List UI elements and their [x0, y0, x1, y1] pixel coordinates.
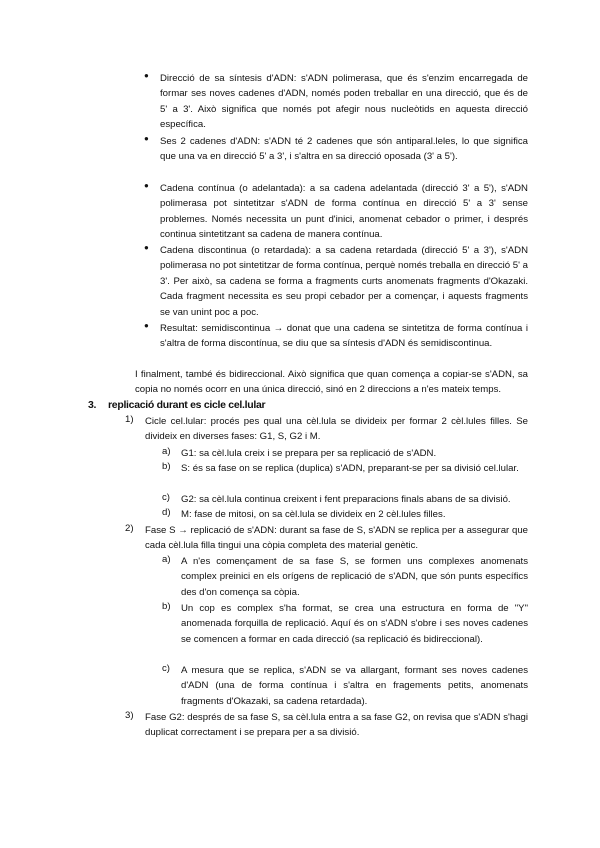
sub-item-letter: b)	[162, 601, 171, 612]
sub-item-letter: b)	[162, 461, 171, 472]
bullet-item	[144, 321, 528, 352]
section-heading	[88, 399, 265, 411]
bullet-item	[144, 243, 528, 320]
bullet-dot: ●	[144, 71, 149, 80]
numbered-item	[125, 414, 528, 445]
section-number: 3.	[88, 399, 97, 411]
numbered-item	[125, 710, 528, 741]
sub-item-text: A n'es començament de sa fase S, se formen uns complexes anomenats complex preinici en els orígens de replicació de s'ADN, que són punts específics des d'on comença sa còpia.	[181, 556, 528, 598]
sub-item-letter: a)	[162, 446, 171, 457]
item-text: Cicle cel.lular: procés pes qual una cèl.lula se divideix per formar 2 cèl.lules filles. Se divideix en diverses fases: G1, S, G2 i M.	[145, 416, 528, 443]
bullet-dot: ●	[144, 181, 149, 190]
sub-item	[162, 663, 528, 709]
sub-item-letter: a)	[162, 554, 171, 565]
sub-item	[162, 601, 528, 647]
sub-item	[162, 461, 528, 476]
sub-item	[162, 446, 528, 461]
sub-item-letter: d)	[162, 507, 171, 518]
item-text: Fase S → replicació de s'ADN: durant sa fase de S, s'ADN se replica per a assegurar que cada cèl.lula filla tingui una còpia completa des material genètic.	[145, 525, 528, 552]
sub-item-letter: c)	[162, 663, 170, 674]
sub-item-text: S: és sa fase on se replica (duplica) s'ADN, preparant-se per sa divisió cel.lular.	[181, 463, 519, 474]
sub-item	[162, 492, 528, 507]
sub-item-text: A mesura que se replica, s'ADN se va allargant, formant ses noves cadenes d'ADN (una de forma contínua i s'altra en fragements petits, anomenats fragments d'Okazaki, sa cadena retardada).	[181, 665, 528, 707]
bullet-item	[144, 134, 528, 165]
item-number: 2)	[125, 523, 134, 534]
bullet-text: Cadena discontinua (o retardada): a sa cadena retardada (direcció 5' a 3'), s'ADN polimerasa no pot sintetitzar de forma contínua, perquè només treballa en direcció 5' a 3'. Per això, sa cadena se forma a fragments curts anomenats fragments d'Okazaki. Cada fragment necessita es seu propi cebador per a començar, i aquests fragments se van unint poc a poc.	[160, 245, 528, 318]
bullet-dot: ●	[144, 134, 149, 143]
sub-item-letter: c)	[162, 492, 170, 503]
item-text: Fase G2: després de sa fase S, sa cèl.lula entra a sa fase G2, on revisa que s'ADN s'hagi duplicat correctament i se prepara per a sa divisió.	[145, 712, 528, 739]
sub-item	[162, 554, 528, 600]
item-number: 1)	[125, 414, 134, 425]
bullet-dot: ●	[144, 321, 149, 330]
bullet-text: Ses 2 cadenes d'ADN: s'ADN té 2 cadenes que són antiparal.leles, lo que significa que una va en direcció 5' a 3', i s'altra en sa direcció oposada (3' a 5').	[160, 136, 528, 163]
bullet-item	[144, 71, 528, 133]
closing-paragraph: I finalment, també és bidireccional. Això significa que quan comença a copiar-se s'ADN, sa copia no només ocorr en una única direcció, sinó en 2 direccions a n'es mateix temps.	[135, 369, 528, 396]
numbered-item	[125, 523, 528, 554]
sub-item	[162, 507, 528, 522]
bullet-item	[144, 181, 528, 243]
bullet-text: Direcció de sa síntesis d'ADN: s'ADN polimerasa, que és s'enzim encarregada de formar ses noves cadenes d'ADN, només poden treballar en una direcció, que és de 5' a 3'. Això significa que només pot afegir nous nucleòtids en aquesta direcció específica.	[160, 73, 528, 131]
item-number: 3)	[125, 710, 134, 721]
bullet-text: Cadena contínua (o adelantada): a sa cadena adelantada (direcció 3' a 5'), s'ADN polimerasa pot sintetitzar s'ADN de forma contínua en direcció 5' a 3' sense problemes. Només necessita un punt d'inici, anomenat cebador o primer, i després continua sintetitzant sa cadena de manera contínua.	[160, 183, 528, 241]
bullet-dot: ●	[144, 243, 149, 252]
section-title: replicació durant es cicle cel.lular	[108, 399, 266, 411]
sub-item-text: M: fase de mitosi, on sa cèl.lula se divideix en 2 cèl.lules filles.	[181, 509, 446, 520]
sub-item-text: G1: sa cèl.lula creix i se prepara per sa replicació de s'ADN.	[181, 448, 437, 459]
sub-item-text: Un cop es complex s'ha format, se crea una estructura en forma de "Y" anomenada forquilla de replicació. Aquí és on s'ADN s'obre i ses noves cadenes se comencen a formar en cada direcció (sa replicació és bidireccional).	[181, 603, 528, 645]
sub-item-text: G2: sa cèl.lula continua creixent i fent preparacions finals abans de sa divisió.	[181, 494, 511, 505]
bullet-text: Resultat: semidiscontinua → donat que una cadena se sintetitza de forma contínua i s'altra de forma discontínua, se diu que sa síntesis d'ADN és semidiscontinua.	[160, 323, 528, 350]
